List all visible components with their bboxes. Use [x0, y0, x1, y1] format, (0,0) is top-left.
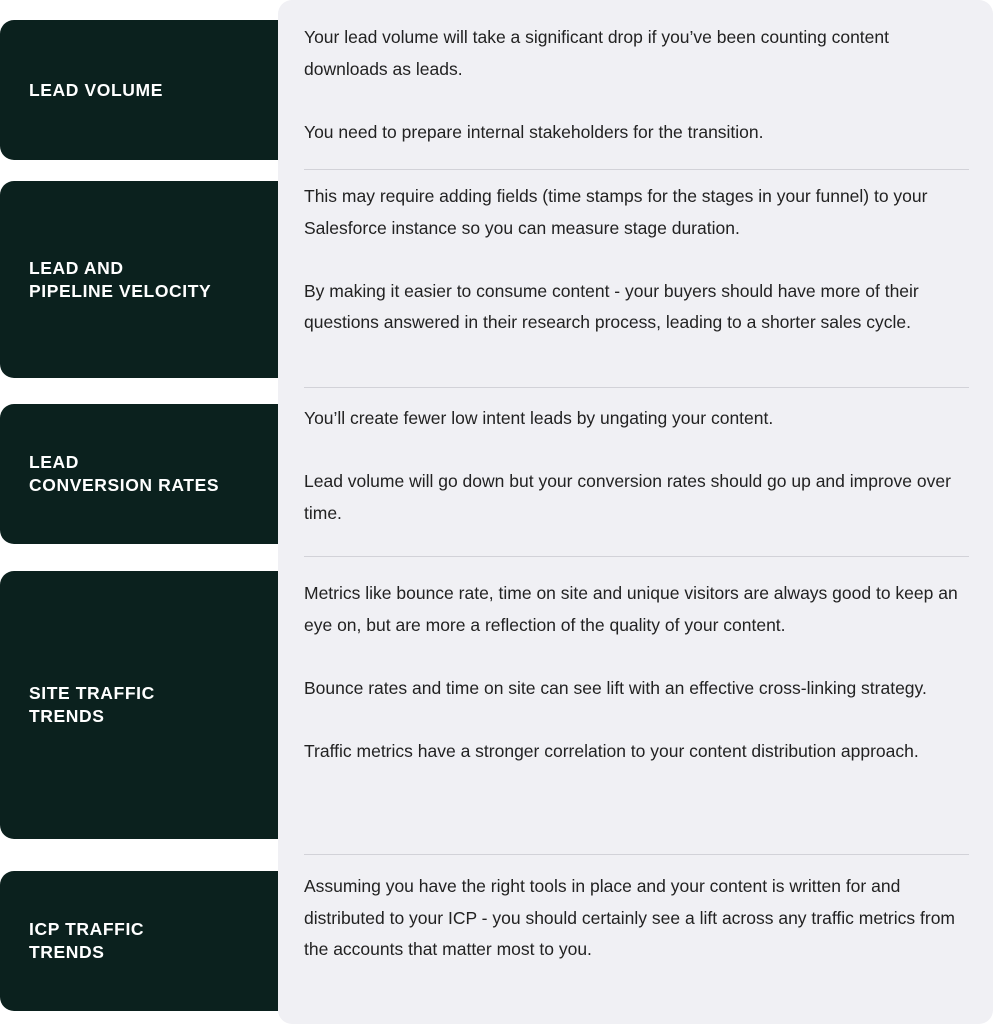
row-label-text: LEAD AND PIPELINE VELOCITY	[29, 257, 212, 301]
paragraph: You need to prepare internal stakeholders for the transition.	[304, 121, 764, 142]
paragraph: By making it easier to consume content - your buyers should have more of their questions answered in their research process, leading to a shorter sales cycle.	[304, 280, 919, 332]
row-label-text: SITE TRAFFIC TRENDS	[29, 683, 155, 726]
paragraph: Assuming you have the right tools in place and your content is written for and distributed to your ICP - you should certainly see a lift across any traffic metrics from the accounts that matter most to you.	[304, 876, 956, 959]
paragraph: Traffic metrics have a stronger correlation to your content distribution approach.	[304, 740, 919, 761]
row-label-lead-conversion-rates	[0, 404, 278, 544]
row-content-lead-conversion-rates	[304, 403, 972, 529]
paragraph: Bounce rates and time on site can see lift with an effective cross-linking strategy.	[304, 677, 927, 698]
row-content-lead-pipeline-velocity	[304, 181, 972, 339]
row-label-lead-volume	[0, 20, 278, 160]
row-label-icp-traffic-trends	[0, 871, 278, 1011]
row-label-text: ICP TRAFFIC TRENDS	[29, 919, 145, 962]
row-content-lead-volume	[304, 22, 972, 148]
row-divider	[304, 854, 969, 855]
paragraph: You’ll create fewer low intent leads by ungating your content.	[304, 408, 774, 428]
paragraph: Your lead volume will take a significant drop if you’ve been counting content downloads as leads.	[304, 27, 889, 79]
row-content-icp-traffic-trends	[304, 871, 972, 966]
row-label-site-traffic-trends	[0, 571, 278, 839]
row-divider	[304, 556, 969, 557]
row-label-text: LEAD CONVERSION RATES	[29, 452, 220, 495]
row-divider	[304, 387, 969, 388]
row-divider	[304, 169, 969, 170]
row-label-lead-pipeline-velocity	[0, 181, 278, 378]
row-label-text: LEAD VOLUME	[29, 79, 163, 100]
paragraph: Metrics like bounce rate, time on site and unique visitors are always good to keep an eye on, but are more a reflection of the quality of your content.	[304, 583, 958, 635]
paragraph: Lead volume will go down but your conversion rates should go up and improve over time.	[304, 471, 951, 523]
row-content-site-traffic-trends	[304, 578, 972, 767]
paragraph: This may require adding fields (time stamps for the stages in your funnel) to your Salesforce instance so you can measure stage duration.	[304, 186, 928, 238]
